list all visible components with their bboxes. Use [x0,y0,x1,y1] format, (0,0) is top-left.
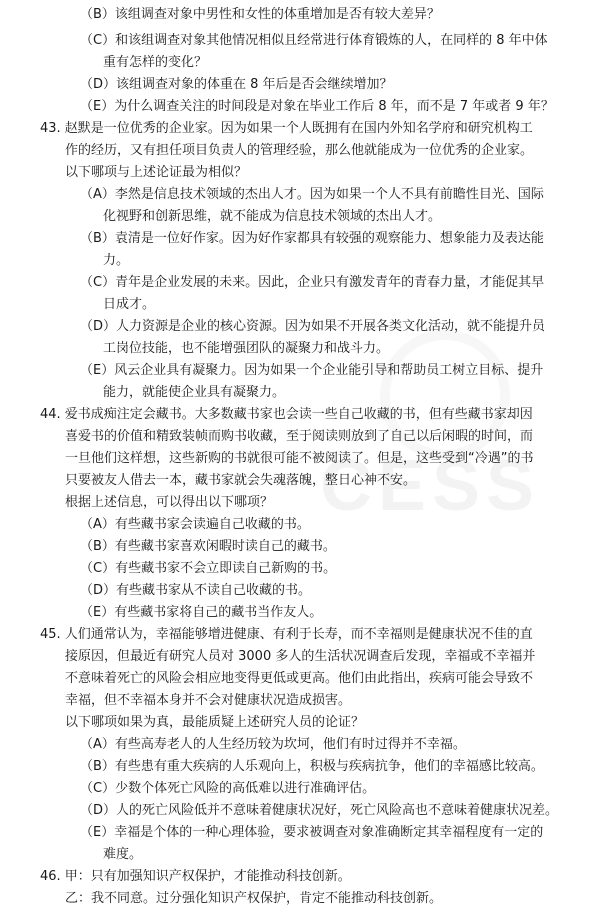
text-line: 不意味着死亡的风险会相应地变得更低或更高。他们由此指出，疾病可能会导致不 [65,671,534,686]
text-line: 工岗位技能，也不能增强团队的凝聚力和战斗力。 [103,341,390,356]
text-line: 喜爱书的价值和精致装帧而购书收藏，至于阅读则放到了自己以后闲暇的时间，而 [65,429,534,444]
text-line: 日成才。 [103,297,156,312]
text-line: 46. 甲：只有加强知识产权保护，才能推动科技创新。 [40,869,351,884]
text-line: 作的经历，又有担任项目负责人的管理经验，那么他就能成为一位优秀的企业家。 [65,143,534,158]
text-line: 根据上述信息，可以得出以下哪项？ [65,495,274,510]
text-line: 以下哪项与上述论证最为相似？ [65,165,248,180]
text-line: 45. 人们通常认为，幸福能够增进健康、有利于长寿，而不幸福则是健康状况不佳的直 [40,627,533,642]
text-line: （D）该组调查对象的体重在 8 年后是否会继续增加？ [80,77,393,92]
text-line: （C）少数个体死亡风险的高低难以进行准确评估。 [80,781,376,796]
text-line: （E）风云企业具有凝聚力。因为如果一个企业能引导和帮助员工树立目标、提升 [80,363,544,378]
text-line: 以下哪项如果为真，最能质疑上述研究人员的论证？ [65,715,365,730]
text-line: 44. 爱书成痴注定会藏书。大多数藏书家也会读一些自己收藏的书，但有些藏书家却因 [40,407,533,422]
text-line: （E）幸福是个体的一种心理体验，要求被调查对象准确断定其幸福程度有一定的 [80,825,544,840]
text-line: （C）青年是企业发展的未来。因此，企业只有激发青年的青春力量，才能促其早 [80,275,545,290]
text-line: （A）有些高寿老人的人生经历较为坎坷，他们有时过得并不幸福。 [80,737,466,752]
text-line: 43. 赵默是一位优秀的企业家。因为如果一个人既拥有在国内外知名学府和研究机构工 [40,121,533,136]
text-line: （B）袁清是一位好作家。因为好作家都具有较强的观察能力、想象能力及表达能 [80,231,544,246]
text-line: 乙：我不同意。过分强化知识产权保护，肯定不能推动科技创新。 [65,891,443,906]
text-line: （B）有些藏书家喜欢闲暇时读自己的藏书。 [80,539,336,554]
text-line: （C）和该组调查对象其他情况相似且经常进行体育锻炼的人，在同样的 8 年中体 [80,33,548,48]
text-line: （D）有些藏书家从不读自己收藏的书。 [80,583,312,598]
text-line: （A）李然是信息技术领域的杰出人才。因为如果一个人不具有前瞻性目光、国际 [80,187,544,202]
text-line: 一旦他们这样想，这些新购的书就很可能不被阅读了。但是，这些受到“冷遇”的书 [65,451,534,466]
text-line: 只要被友人借去一本，藏书家就会失魂落魄，整日心神不安。 [65,473,417,488]
text-line: （D）人的死亡风险低并不意味着健康状况好，死亡风险高也不意味着健康状况差。 [80,803,559,818]
text-line: （C）有些藏书家不会立即读自己新购的书。 [80,561,337,576]
text-line: 重有怎样的变化？ [103,55,208,70]
text-line: 能力，就能使企业具有凝聚力。 [103,385,286,400]
text-line: （E）为什么调查关注的时间段是对象在毕业工作后 8 年，而不是 7 年或者 9 年？ [80,99,554,114]
text-line: 接原因，但最近有研究人员对 3000 多人的生活状况调查后发现，幸福或不幸福并 [65,649,536,664]
text-line: 力。 [103,253,130,268]
text-line: （B）该组调查对象中男性和女性的体重增加是否有较大差异？ [80,7,440,22]
text-line: 难度。 [103,847,143,862]
text-line: （A）有些藏书家会读遍自己收藏的书。 [80,517,310,532]
text-line: （E）有些藏书家将自己的藏书当作友人。 [80,605,323,620]
text-line: （D）人力资源是企业的核心资源。因为如果不开展各类文化活动，就不能提升员 [80,319,546,334]
text-line: 化视野和创新思维，就不能成为信息技术领域的杰出人才。 [103,209,442,224]
text-line: （B）有些患有重大疾病的人乐观向上，积极与疾病抗争，他们的幸福感比较高。 [80,759,544,774]
text-line: 幸福，但不幸福本身并不会对健康状况造成损害。 [65,693,352,708]
